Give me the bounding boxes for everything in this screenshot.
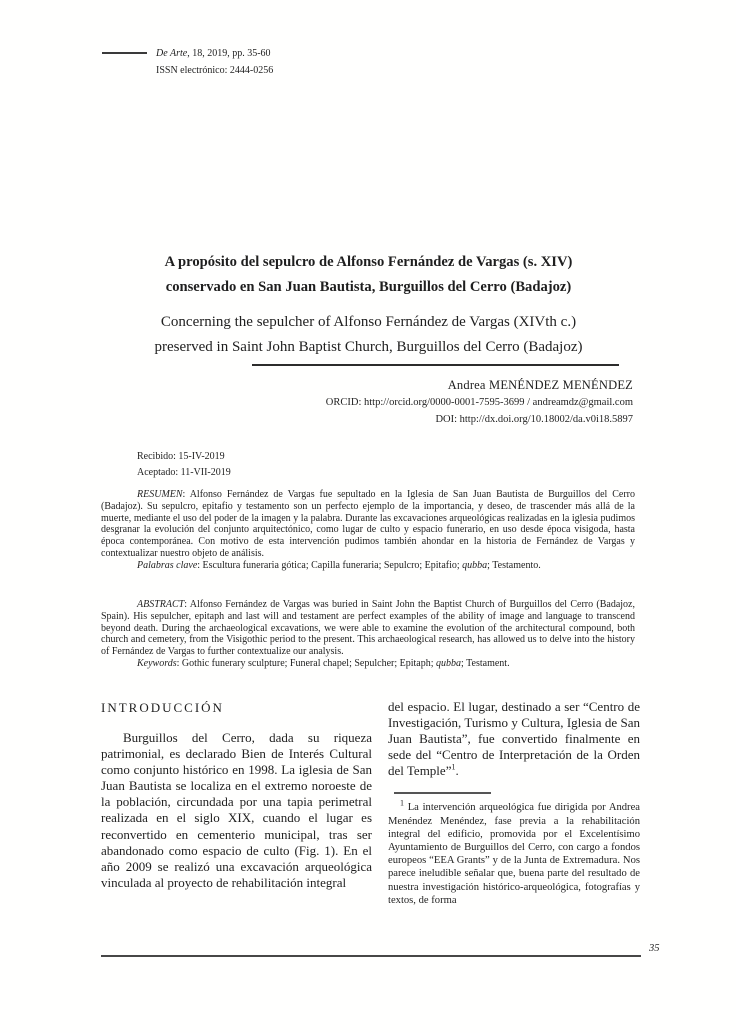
journal-header-lines (156, 45, 273, 79)
journal-citation-rest: , 18, 2019, pp. 35-60 (187, 48, 271, 59)
journal-citation (156, 45, 273, 62)
author-doi: DOI: http://dx.doi.org/10.18002/da.v0i18.5897 (435, 414, 633, 425)
footer-rule (101, 955, 641, 957)
intro-paragraph-right-end: . (455, 763, 459, 779)
intro-columns (101, 699, 640, 907)
footnote (388, 798, 640, 907)
title-separator-rule (252, 364, 619, 366)
title-en-line1: Concerning the sepulcher of Alfonso Fernández de Vargas (XIVth c.) (160, 314, 577, 330)
article-title-en (100, 310, 637, 360)
abstract-label: ABSTRACT (137, 599, 185, 610)
date-accepted: Aceptado: 11-VII-2019 (137, 467, 231, 478)
author-block (326, 377, 633, 428)
footnote-reference: 1 (451, 763, 456, 773)
dates-block (137, 449, 231, 481)
intro-paragraph-left: Burguillos del Cerro, dada su riqueza patrimonial, es declarado Bien de Interés Cultural como conjunto histórico en 1998. La iglesia de San Juan Bautista se localiza en el extremo noroeste de la población, circundada por una tapia perimetral realizada en el siglo XIX, cuando el lugar es reconvertido en cementerio municipal, tras ser abandonado como espacio de culto (Fig. 1). En el año 2009 se realizó una excavación arqueológica vinculada al proyecto de rehabilitación integral (101, 730, 372, 890)
keywords-text: : Gothic funerary sculpture; Funeral chapel; Sepulcher; Epitaph; (176, 657, 437, 669)
title-en-line2: preserved in Saint John Baptist Church, Burguillos del Cerro (Badajoz) (154, 339, 583, 355)
footnote-body: La intervención arqueológica fue dirigida por Andrea Menéndez Menéndez, fase previa a la rehabilitación integral del edificio, promovida por el Excelentísimo Ayuntamiento de Burguillos del Cerro, con cargo a fondos europeos “EEA Grants” y de la Junta de Extremadura. Nos parece ineludible señalar que, buena parte del resultado de nuestra investigación histórico-arqueológica, fotografías y textos, de forma (388, 802, 640, 906)
journal-issn: ISSN electrónico: 2444-0256 (156, 65, 274, 76)
keywords-line (101, 658, 635, 670)
keywords-end: ; Testament. (461, 657, 510, 669)
palabras-clave-label: Palabras clave (137, 559, 198, 571)
section-heading-introduccion: INTRODUCCIÓN (101, 700, 224, 715)
palabras-clave-line (101, 560, 635, 572)
palabras-clave-text: : Escultura funeraria gótica; Capilla funeraria; Sepulcro; Epitafio; (197, 559, 463, 571)
journal-name: De Arte (156, 48, 188, 59)
article-title-es (100, 250, 637, 300)
left-column (101, 699, 372, 907)
keywords-label: Keywords (137, 657, 177, 669)
footnote-number: 1 (400, 798, 404, 808)
intro-paragraph-right-text: del espacio. El lugar, destinado a ser “Centro de Investigación, Turismo y Cultura, Iglesia de San Juan Bautista”, fue convertido finalmente en sede del “Centro de Interpretación de la Orden del Temple” (388, 699, 640, 779)
author-name: Andrea MENÉNDEZ MENÉNDEZ (447, 378, 633, 392)
page-number: 35 (649, 943, 660, 954)
resumen-label: RESUMEN (137, 489, 183, 500)
resumen-section (101, 489, 635, 572)
journal-header (102, 45, 273, 79)
abstract-text: : Alfonso Fernández de Vargas was buried in Saint John the Baptist Church of Burguillos del Cerro (Badajoz, Spain). His sepulcher, epitaph and last will and testament are perfect examples of the ability of image and language to transcend beyond death. During the archaeological excavations, we were able to examine the evolution of the architectural compound, both church and cemetery, from the Visigothic period to the present. This archaeological research, has allowed us to delve into the history of Fernández de Vargas to further contextualize our analysis. (101, 599, 635, 658)
right-column (388, 699, 640, 907)
abstract-paragraph (101, 599, 635, 658)
palabras-clave-italic-term: qubba (462, 559, 488, 571)
title-es-line1: A propósito del sepulcro de Alfonso Fernández de Vargas (s. XIV) (164, 254, 573, 270)
date-received: Recibido: 15-IV-2019 (137, 451, 225, 462)
abstract-section (101, 599, 635, 670)
resumen-paragraph (101, 489, 635, 560)
title-es-line2: conservado en San Juan Bautista, Burguillos del Cerro (Badajoz) (165, 279, 572, 295)
intro-paragraph-right (388, 699, 640, 779)
resumen-text: : Alfonso Fernández de Vargas fue sepultado en la Iglesia de San Juan Bautista de Burguillos del Cerro (Badajoz). Su sepulcro, epitafio y testamento son un perfecto ejemplo de la importancia, y deseo, de trascender más allá de la muerte, mediante el uso del poder de la imagen y la palabra. Durante las excavaciones arqueológicas realizadas en la iglesia pudimos desgranar la evolución del conjunto arquitectónico, como lugar de culto y espacio funerario, en uso desde época visigoda, hasta época contemporánea. Con motivo de esta intervención pudimos también ahondar en la historia de Fernández de Vargas y contextualizar nuestro objeto de análisis. (101, 489, 635, 559)
author-orcid: ORCID: http://orcid.org/0000-0001-7595-3699 / andreamdz@gmail.com (325, 397, 633, 408)
palabras-clave-end: ; Testamento. (487, 559, 541, 571)
header-rule (102, 52, 147, 54)
footnote-separator-rule (394, 792, 491, 794)
keywords-italic-term: qubba (436, 657, 462, 669)
